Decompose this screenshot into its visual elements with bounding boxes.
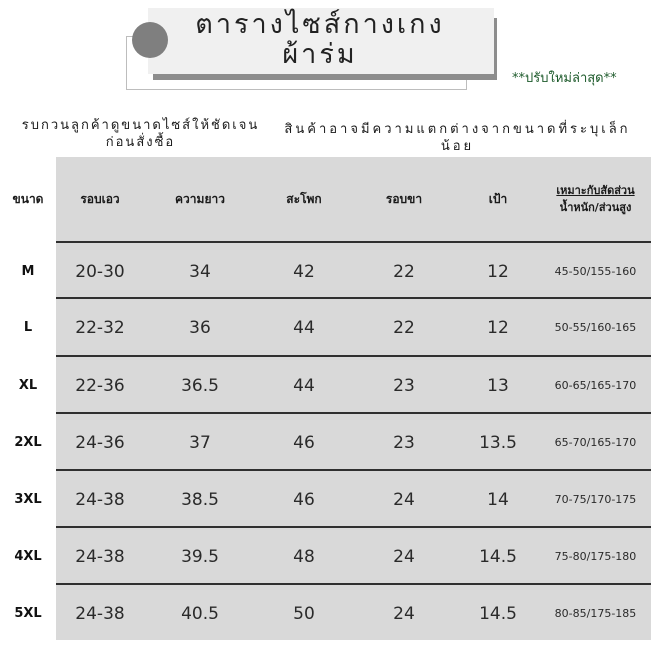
cell-hip: 48 xyxy=(293,546,315,567)
cell-hip: 44 xyxy=(293,317,315,338)
cell-hip: 44 xyxy=(293,375,315,396)
cell-fit: 65-70/165-170 xyxy=(554,436,637,449)
table-row xyxy=(0,471,651,528)
page-title xyxy=(170,10,470,70)
cell-length: 36 xyxy=(189,317,211,338)
cell-hip: 46 xyxy=(293,489,315,510)
table-row xyxy=(0,528,651,585)
header-hip: สะโพก xyxy=(286,191,322,206)
cell-size: XL xyxy=(18,378,38,393)
cell-fit: 80-85/175-185 xyxy=(554,607,637,620)
cell-waist: 22-32 xyxy=(75,317,125,338)
update-note: **ปรับใหม่ล่าสุด** xyxy=(512,71,617,86)
header-fit-line2: น้ำหนัก/ส่วนสูง xyxy=(559,201,632,214)
header-length: ความยาว xyxy=(175,191,225,206)
cell-fit: 45-50/155-160 xyxy=(554,265,637,278)
cell-size: 5XL xyxy=(14,606,42,621)
cell-length: 39.5 xyxy=(181,546,219,567)
cell-rise: 12 xyxy=(487,261,509,282)
cell-fit: 50-55/160-165 xyxy=(554,321,637,334)
header-size: ขนาด xyxy=(12,191,44,206)
header-fit-line1: เหมาะกับสัดส่วน xyxy=(556,184,635,197)
page-title-line2: ผ้าร่ม xyxy=(282,39,358,70)
title-decoration-dot xyxy=(132,22,168,58)
cell-leg: 22 xyxy=(393,261,415,282)
cell-leg: 24 xyxy=(393,603,415,624)
cell-size: L xyxy=(23,320,33,335)
cell-rise: 14 xyxy=(487,489,509,510)
cell-leg: 23 xyxy=(393,375,415,396)
cell-size: 4XL xyxy=(14,549,42,564)
cell-rise: 13.5 xyxy=(479,432,517,453)
cell-length: 40.5 xyxy=(181,603,219,624)
table-row xyxy=(0,243,651,300)
note-size-variance: สินค้าอาจมีความแตกต่างจากขนาดที่ระบุเล็กน้อย xyxy=(284,122,631,154)
header-fit xyxy=(540,182,651,216)
cell-rise: 14.5 xyxy=(479,603,517,624)
cell-rise: 13 xyxy=(487,375,509,396)
table-row xyxy=(0,414,651,471)
cell-size: M xyxy=(21,264,35,279)
cell-rise: 12 xyxy=(487,317,509,338)
cell-leg: 23 xyxy=(393,432,415,453)
cell-waist: 24-38 xyxy=(75,546,125,567)
cell-size: 2XL xyxy=(14,435,42,450)
size-table xyxy=(0,157,651,651)
cell-length: 36.5 xyxy=(181,375,219,396)
table-row xyxy=(0,585,651,642)
cell-leg: 24 xyxy=(393,489,415,510)
cell-waist: 22-36 xyxy=(75,375,125,396)
cell-waist: 24-36 xyxy=(75,432,125,453)
table-row xyxy=(0,357,651,414)
cell-length: 34 xyxy=(189,261,211,282)
header-waist: รอบเอว xyxy=(80,191,120,206)
cell-fit: 60-65/165-170 xyxy=(554,379,637,392)
cell-hip: 46 xyxy=(293,432,315,453)
cell-hip: 42 xyxy=(293,261,315,282)
cell-rise: 14.5 xyxy=(479,546,517,567)
cell-waist: 20-30 xyxy=(75,261,125,282)
cell-waist: 24-38 xyxy=(75,489,125,510)
table-header-row xyxy=(0,157,651,241)
cell-fit: 70-75/170-175 xyxy=(554,493,637,506)
cell-waist: 24-38 xyxy=(75,603,125,624)
header-leg: รอบขา xyxy=(385,191,423,206)
cell-length: 37 xyxy=(189,432,211,453)
note-check-size: รบกวนลูกค้าดูขนาดไซส์ให้ชัดเจนก่อนสั่งซื้อ xyxy=(21,118,260,150)
header-rise: เป้า xyxy=(488,191,508,206)
table-row xyxy=(0,299,651,356)
cell-size: 3XL xyxy=(14,492,42,507)
cell-leg: 22 xyxy=(393,317,415,338)
cell-length: 38.5 xyxy=(181,489,219,510)
cell-fit: 75-80/175-180 xyxy=(554,550,637,563)
page-title-line1: ตารางไซส์กางเกง xyxy=(195,9,445,40)
cell-leg: 24 xyxy=(393,546,415,567)
cell-hip: 50 xyxy=(293,603,315,624)
